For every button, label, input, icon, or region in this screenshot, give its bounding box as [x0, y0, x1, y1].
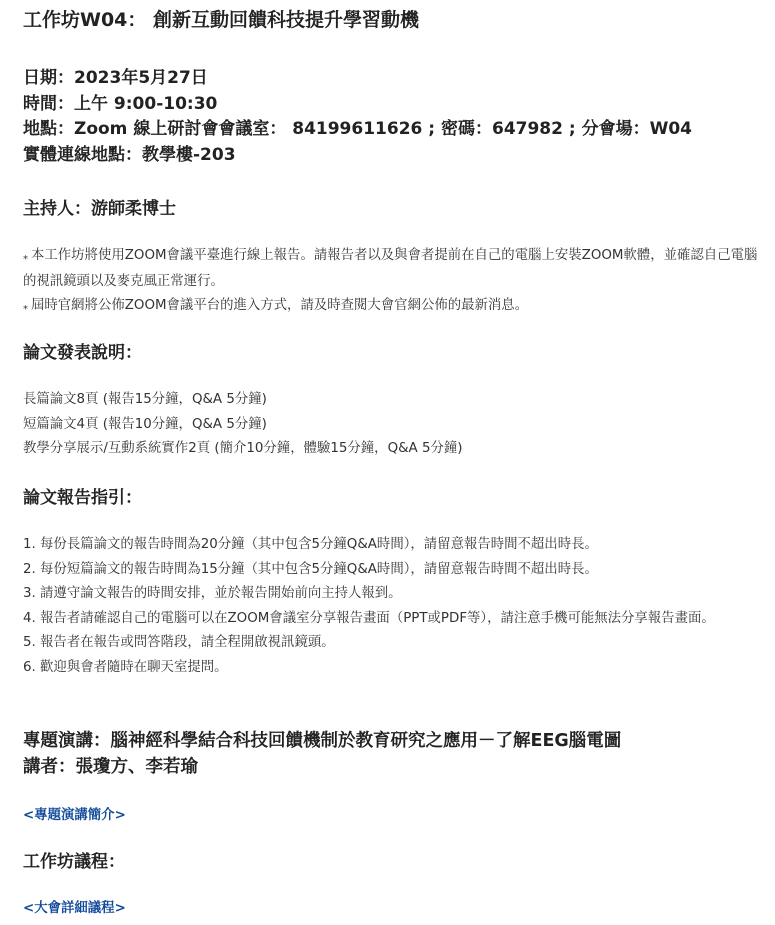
agenda-heading: 工作坊議程： — [23, 852, 125, 872]
asterisk-bullet-icon: ⁎ — [23, 301, 28, 312]
host-name: 主持人：游師柔博士 — [23, 199, 176, 219]
list-item: 短篇論文4頁 (報告10分鐘，Q&A 5分鐘) — [23, 416, 267, 432]
note-text: 本工作坊將使用ZOOM會議平臺進行線上報告。請報告者以及與會者提前在自己的電腦上安裝ZOOM軟體，並確認自己電腦的視訊鏡頭以及麥克風正常運行。 — [23, 248, 758, 289]
event-physical-location: 實體連線地點：教學樓-203 — [23, 144, 236, 165]
list-item: 教學分享展示/互動系統實作2頁 (簡介10分鐘，體驗15分鐘，Q&A 5分鐘) — [23, 441, 463, 456]
event-time: 時間：上午 9:00-10:30 — [23, 93, 218, 114]
report-guide-list — [23, 533, 768, 680]
note-item — [23, 244, 768, 294]
list-item: 長篇論文8頁 (報告15分鐘，Q&A 5分鐘) — [23, 392, 267, 407]
list-item: 6. 歡迎與會者隨時在聊天室提問。 — [23, 659, 228, 675]
keynote-title: 專題演講：腦神經科學結合科技回饋機制於教育研究之應用－了解EEG腦電圖 — [23, 731, 622, 751]
event-info — [23, 66, 763, 168]
list-item: 4. 報告者請確認自己的電腦可以在ZOOM會議室分享報告畫面（PPT或PDF等），請注意手機可能無法分享報告畫面。 — [23, 610, 715, 626]
page-title: 工作坊W04： 創新互動回饋科技提升學習動機 — [23, 9, 420, 31]
paper-presentation-heading: 論文發表說明： — [23, 343, 142, 363]
list-item: 3. 請遵守論文報告的時間安排，並於報告開始前向主持人報到。 — [23, 586, 402, 601]
list-item: 2. 每份短篇論文的報告時間為15分鐘（其中包含5分鐘Q&A時間），請留意報告時間不超出時長。 — [23, 561, 598, 577]
keynote-speakers: 講者：張瓊方、李若瑜 — [23, 757, 198, 777]
list-item: 5. 報告者在報告或問答階段，請全程開啟視訊鏡頭。 — [23, 635, 335, 650]
zoom-notes — [23, 244, 768, 320]
note-item — [23, 294, 768, 320]
event-date: 日期：2023年5月27日 — [23, 68, 208, 88]
keynote-intro-link[interactable]: <專題演講簡介> — [23, 808, 126, 823]
asterisk-bullet-icon: ⁎ — [23, 251, 28, 262]
list-item: 1. 每份長篇論文的報告時間為20分鐘（其中包含5分鐘Q&A時間），請留意報告時間不超出時長。 — [23, 537, 598, 552]
paper-presentation-list — [23, 388, 768, 462]
report-guide-heading: 論文報告指引： — [23, 488, 142, 508]
note-text: 屆時官網將公佈ZOOM會議平台的進入方式，請及時查閱大會官網公佈的最新消息。 — [31, 298, 529, 313]
keynote-block — [23, 728, 768, 780]
event-location: 地點：Zoom 線上研討會會議室： 84199611626 ; 密碼：647982 ; 分會場：W04 — [23, 119, 693, 139]
agenda-detail-link[interactable]: <大會詳細議程> — [23, 901, 126, 916]
